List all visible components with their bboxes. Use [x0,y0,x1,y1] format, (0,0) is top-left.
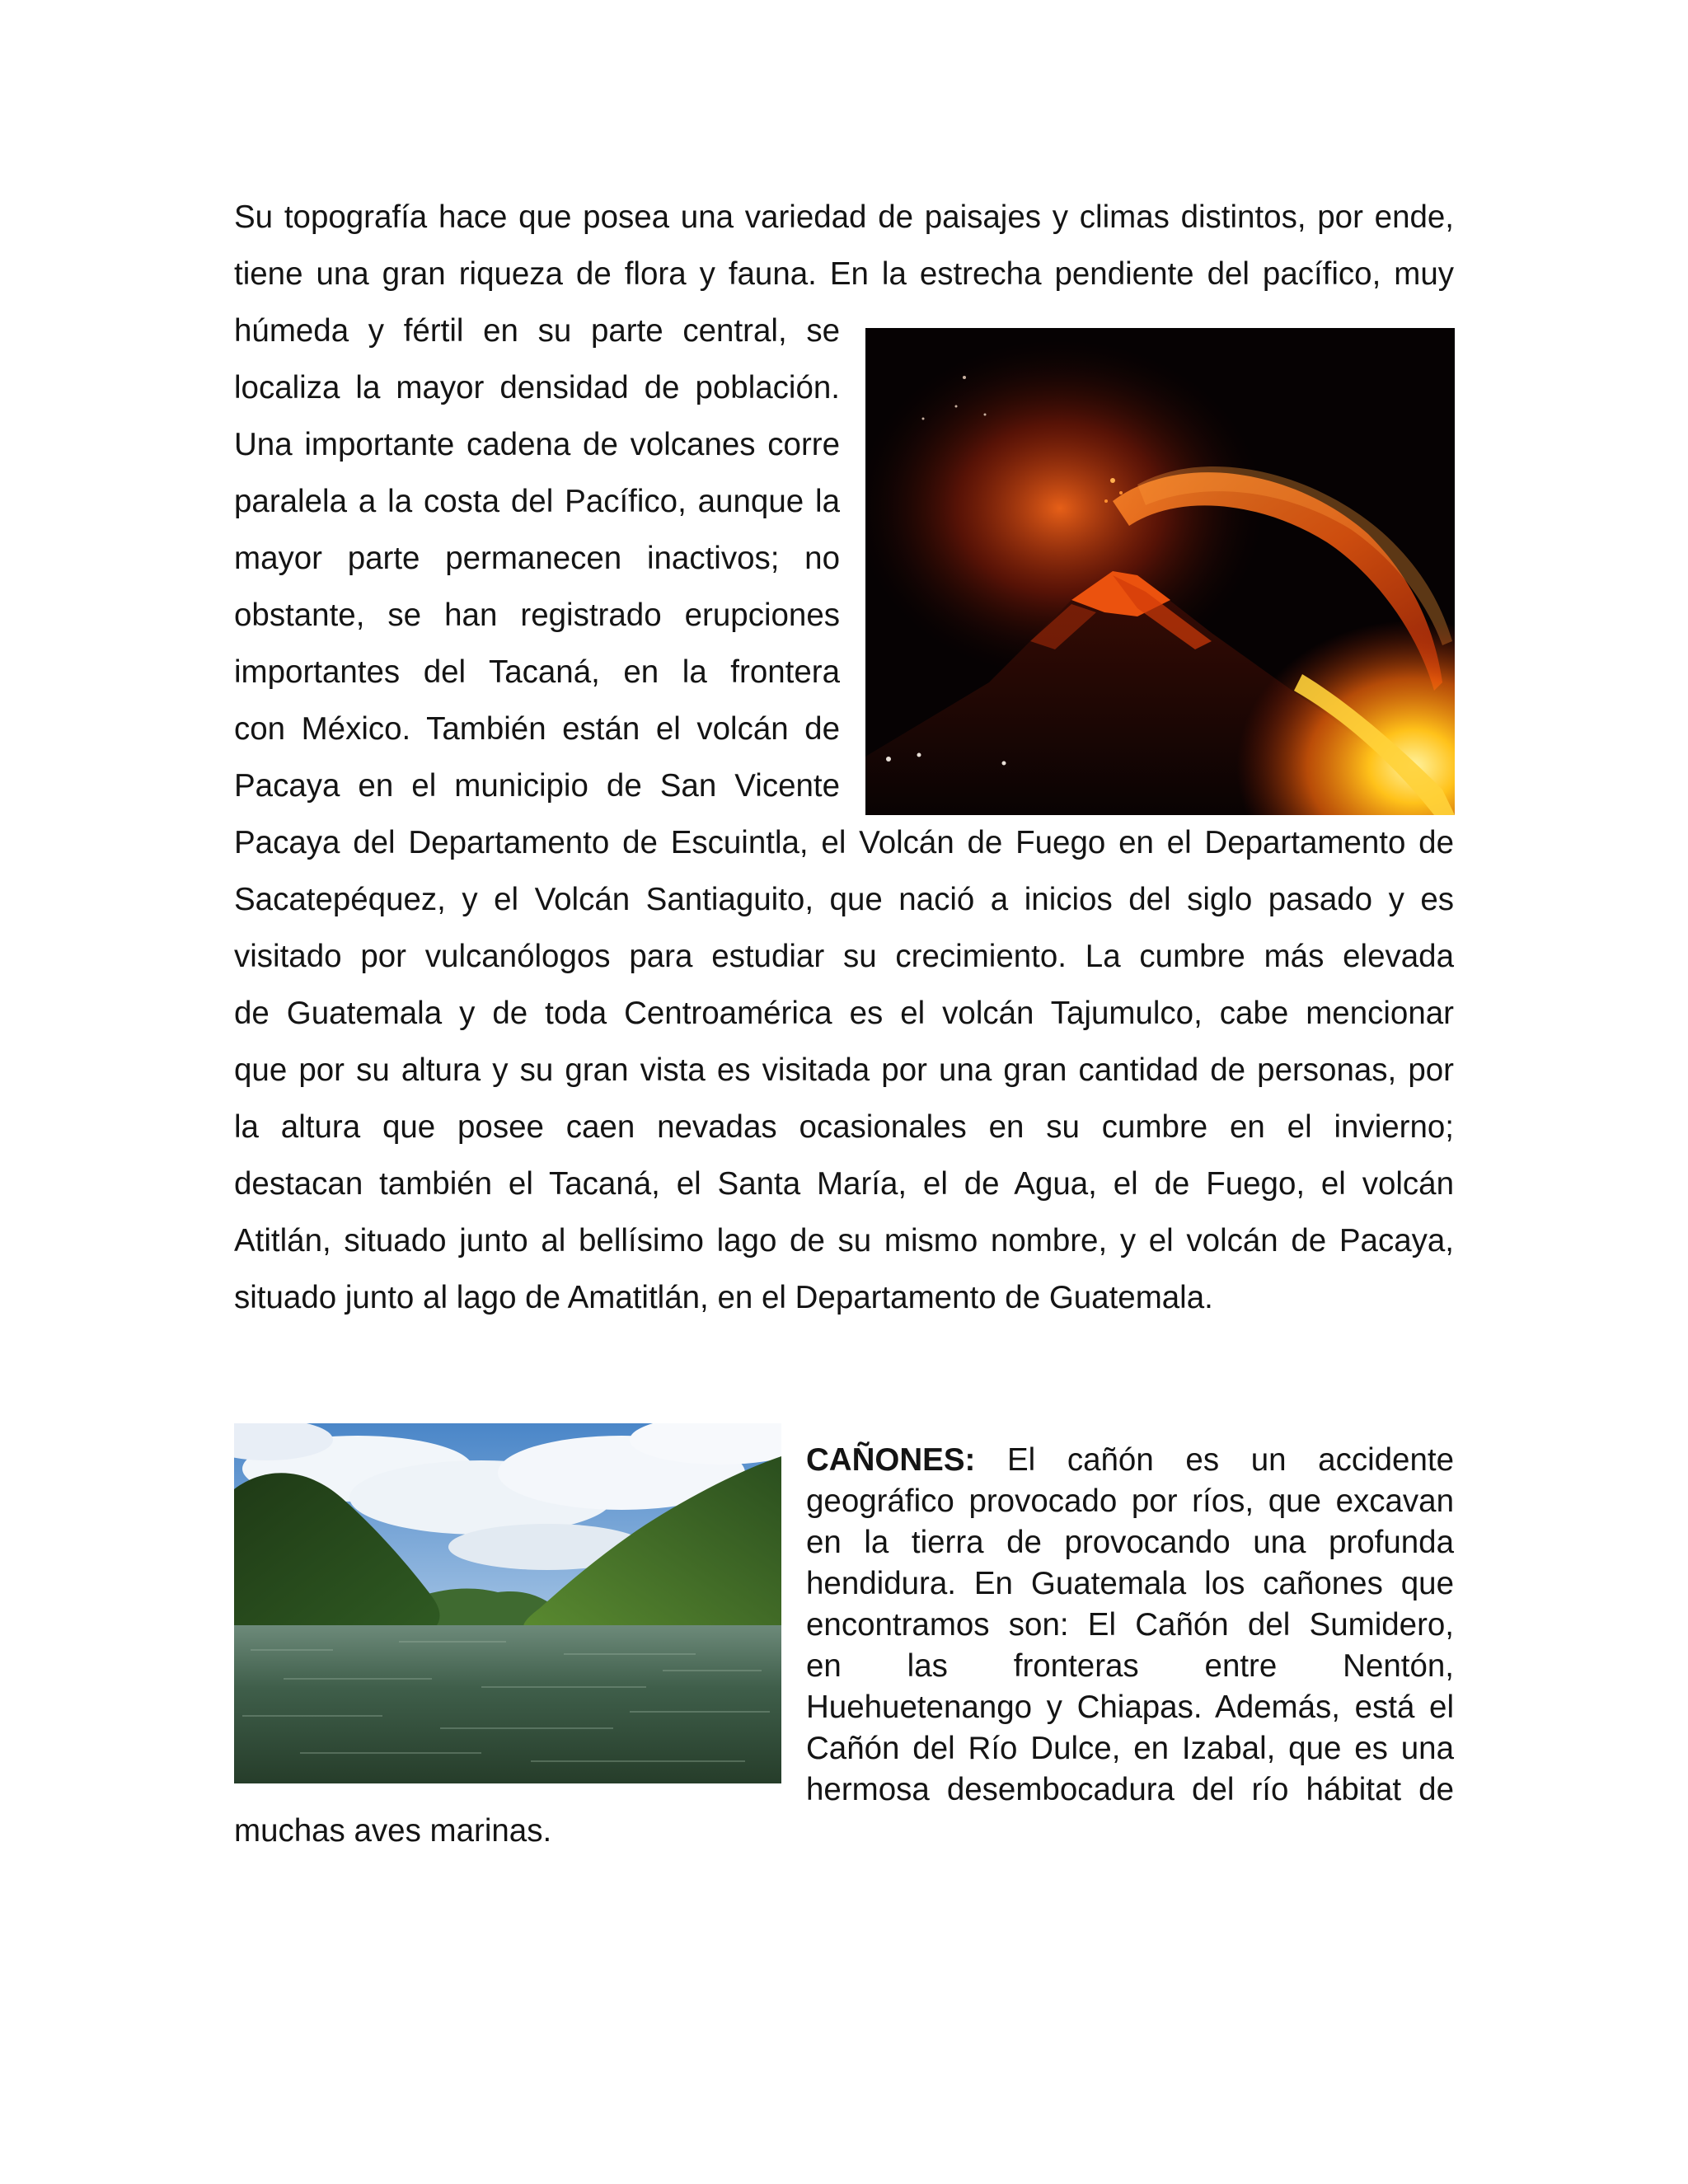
paragraph-line: obstante, se han registrado erupciones [234,598,840,633]
paragraph-line: destacan también el Tacaná, el Santa María, el de Agua, el de Fuego, el volcán [234,1166,1454,1202]
volcano-eruption-photo [865,328,1455,815]
paragraph-line: Pacaya en el municipio de San Vicente [234,768,840,804]
canones-line: en las fronteras entre Nentón, [806,1648,1454,1684]
canones-line [806,1440,1454,1481]
canones-line: hermosa desembocadura del río hábitat de [806,1772,1454,1807]
paragraph-line: localiza la mayor densidad de población. [234,370,840,405]
paragraph-line: de Guatemala y de toda Centroamérica es el volcán Tajumulco, cabe mencionar [234,996,1454,1031]
rio-dulce-canyon-photo [234,1423,781,1783]
paragraph-line: Una importante cadena de volcanes corre [234,427,840,462]
canones-last-line: muchas aves marinas. [234,1813,552,1849]
canones-line: hendidura. En Guatemala los cañones que [806,1566,1454,1601]
canones-heading: CAÑONES: [806,1442,976,1478]
paragraph-line: Sacatepéquez, y el Volcán Santiaguito, que nació a inicios del siglo pasado y es [234,882,1454,917]
paragraph-line: visitado por vulcanólogos para estudiar su crecimiento. La cumbre más elevada [234,939,1454,974]
canones-line: encontramos son: El Cañón del Sumidero, [806,1607,1454,1643]
paragraph-line: la altura que posee caen nevadas ocasionales en su cumbre en el invierno; [234,1109,1454,1145]
canones-line: geográfico provocado por ríos, que excavan [806,1483,1454,1519]
canones-line: Cañón del Río Dulce, en Izabal, que es una [806,1731,1454,1766]
paragraph-line: Pacaya del Departamento de Escuintla, el Volcán de Fuego en el Departamento de [234,825,1454,860]
paragraph-line: situado junto al lago de Amatitlán, en el Departamento de Guatemala. [234,1280,1213,1315]
paragraph-line: paralela a la costa del Pacífico, aunque la [234,484,840,519]
canones-line: en la tierra de provocando una profunda [806,1525,1454,1560]
paragraph-line: que por su altura y su gran vista es visitada por una gran cantidad de personas, por [234,1052,1454,1088]
paragraph-line: húmeda y fértil en su parte central, se [234,313,840,349]
paragraph-line: Atitlán, situado junto al bellísimo lago de su mismo nombre, y el volcán de Pacaya, [234,1223,1454,1258]
canones-line: Huehuetenango y Chiapas. Además, está el [806,1690,1454,1725]
paragraph-line: importantes del Tacaná, en la frontera [234,654,840,690]
paragraph-line: mayor parte permanecen inactivos; no [234,541,840,576]
paragraph-line: tiene una gran riqueza de flora y fauna. En la estrecha pendiente del pacífico, muy [234,256,1454,292]
paragraph-line: con México. También están el volcán de [234,711,840,747]
canones-first-line-text: El cañón es un accidente [975,1442,1454,1478]
paragraph-line: Su topografía hace que posea una variedad de paisajes y climas distintos, por ende, [234,199,1454,235]
